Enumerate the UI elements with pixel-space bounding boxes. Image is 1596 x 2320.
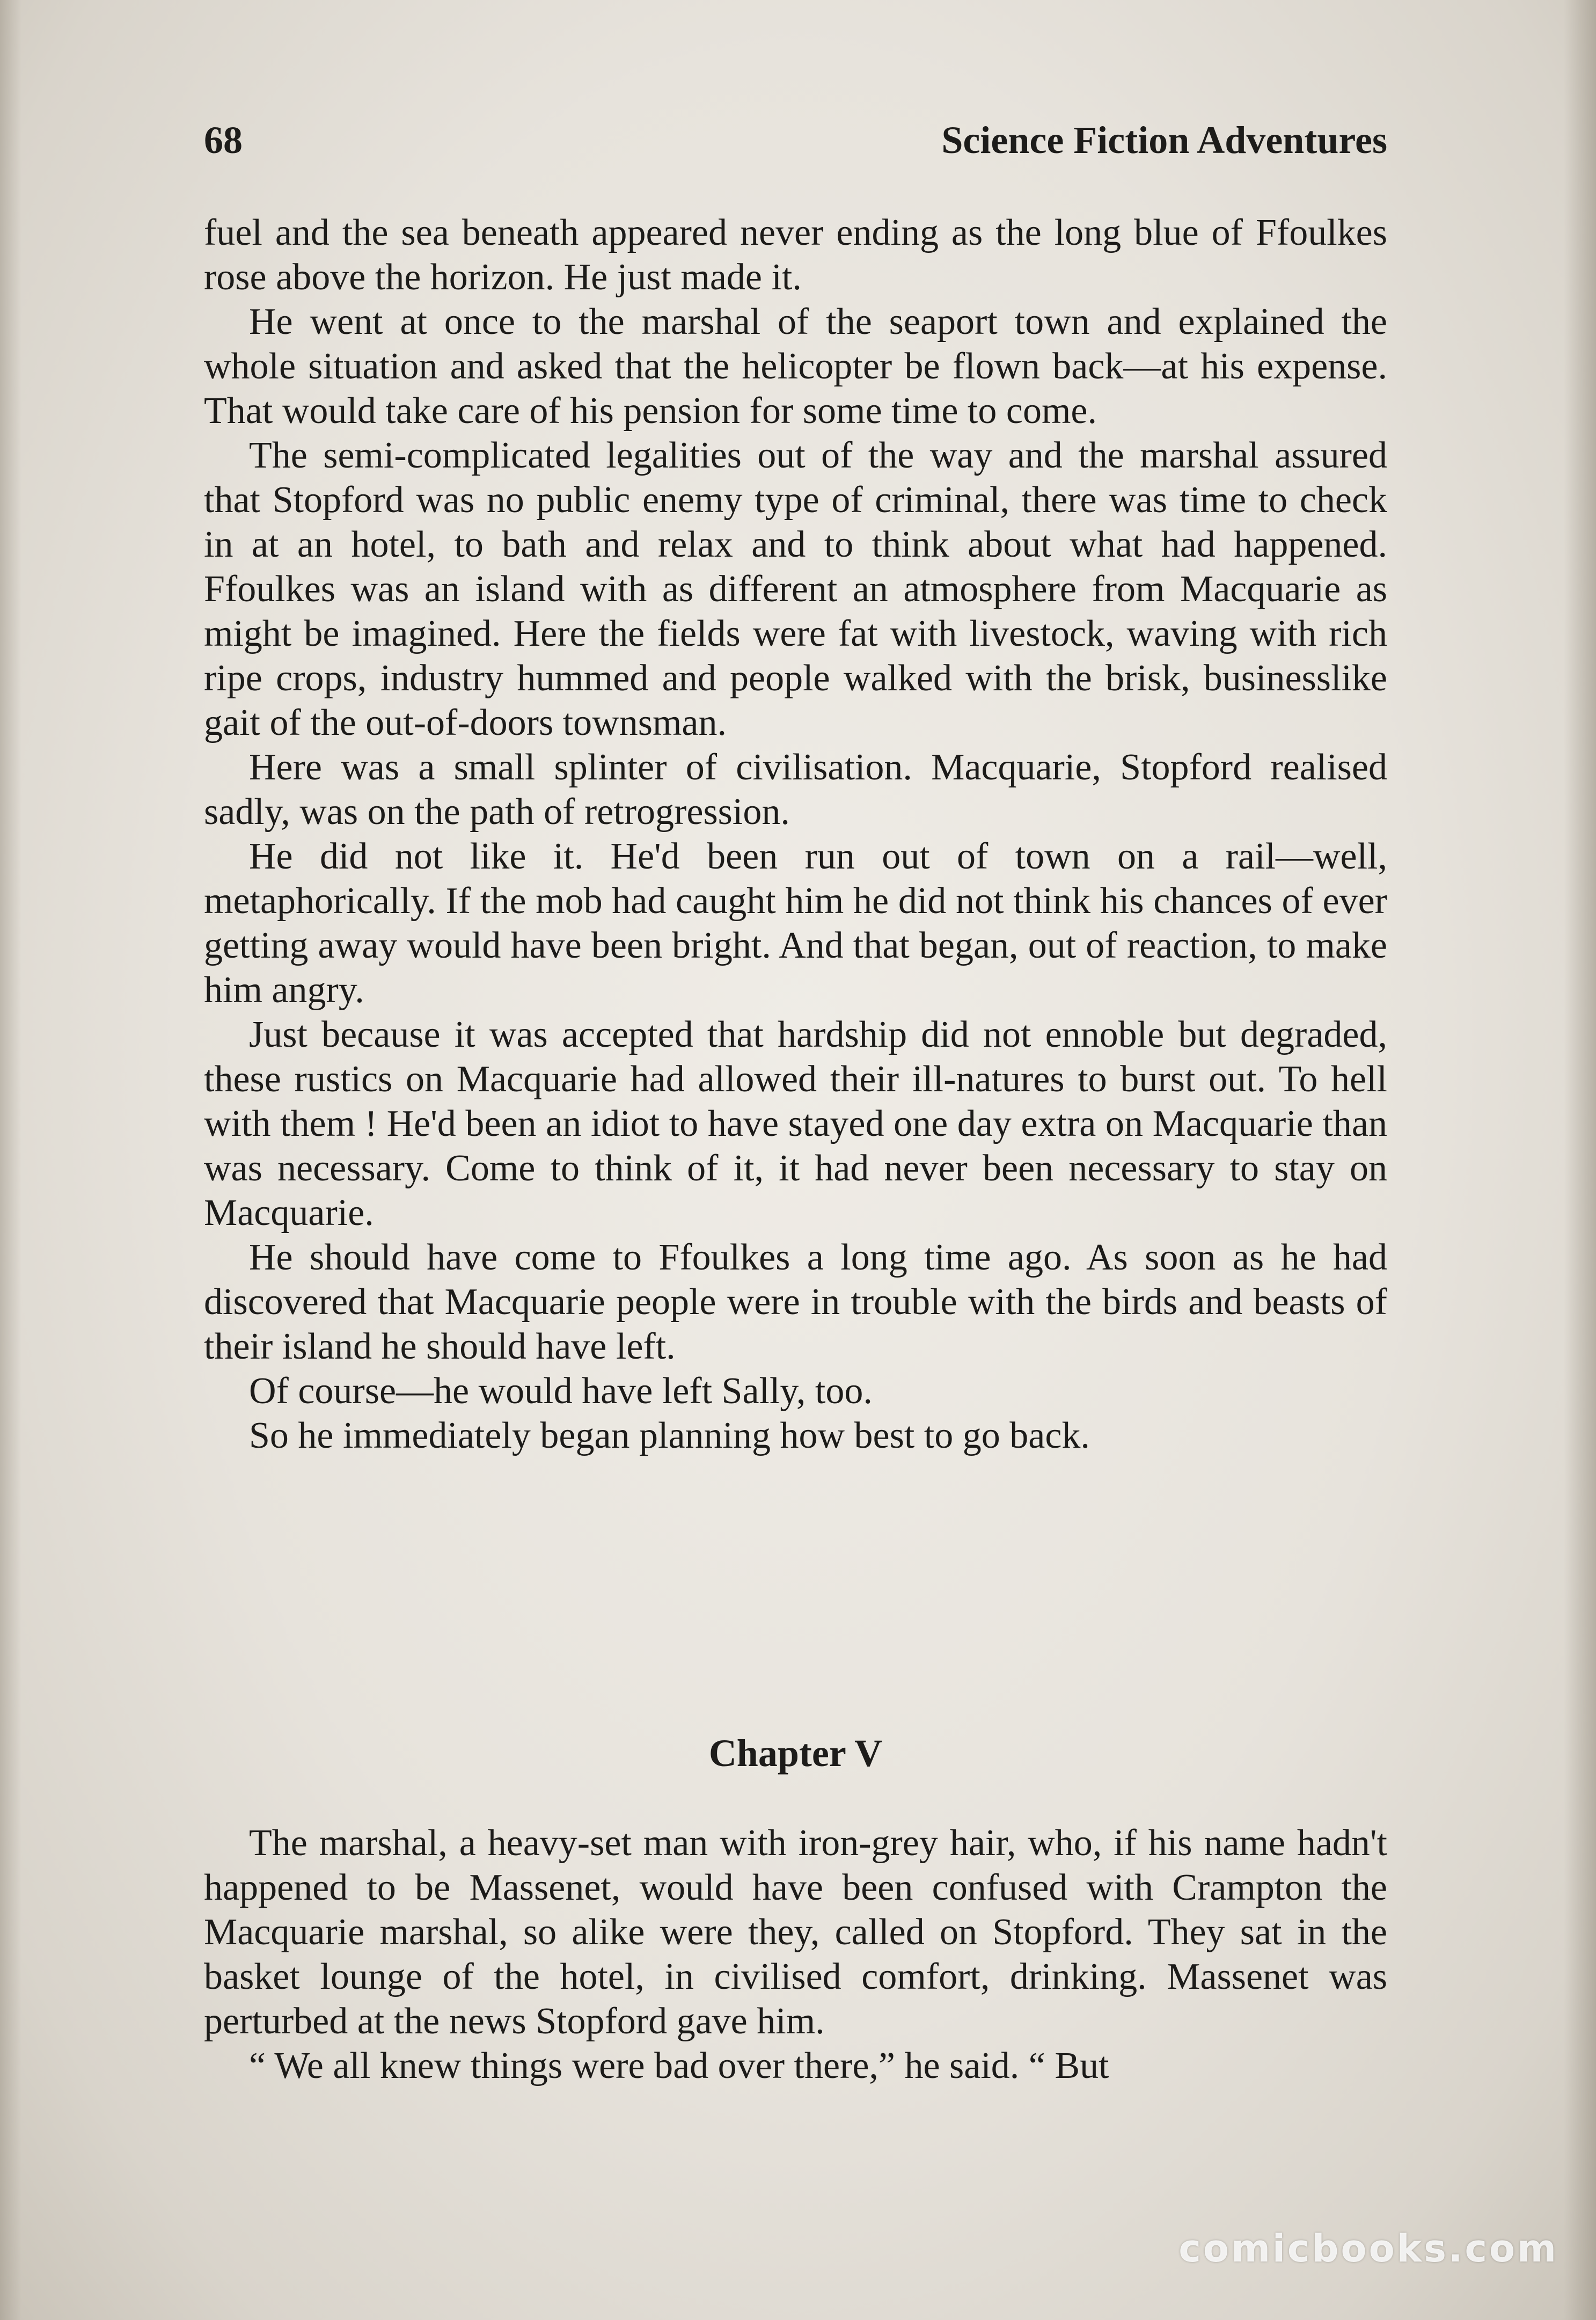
paragraph: fuel and the sea beneath appeared never ending as the long blue of Ffoulkes rose above the horizon. He just made it. [204,212,1387,298]
paragraph: “ We all knew things were bad over there,” he said. “ But [249,2045,1109,2086]
page-shadow-left [0,0,21,2320]
paragraph: He should have come to Ffoulkes a long time ago. As soon as he had discovered that Macquarie people were in trouble with the birds and beasts of their island he should have left. [204,1237,1387,1367]
page-header [204,118,1387,172]
paragraph: The semi-complicated legalities out of the way and the marshal assured that Stopford was no public enemy type of criminal, there was time to check in at an hotel, to bath and relax and to think about what had happened. Ffoulkes was an island with as different an atmosphere from Macquarie as might be imagined. Here the fields were fat with livestock, waving with rich ripe crops, industry hummed and people walked with the brisk, businesslike gait of the out-of-doors townsman. [204,435,1387,743]
running-head: Science Fiction Adventures [941,119,1387,162]
page-number: 68 [204,119,243,162]
paragraph: So he immediately began planning how best to go back. [249,1415,1090,1456]
paragraph: Here was a small splinter of civilisation. Macquarie, Stopford realised sadly, was on the path of retrogression. [204,747,1387,833]
watermark: comicbooks.com [1178,2227,1558,2271]
body-text [204,210,1387,1458]
chapter-heading: Chapter V [708,1732,883,1775]
paragraph: He did not like it. He'd been run out of town on a rail—well, metaphorically. If the mob had caught him he did not think his chances of ever getting away would have been bright. And that began, out of reaction, to make him angry. [204,836,1387,1011]
page-shadow-right [1564,0,1596,2320]
paragraph: The marshal, a heavy-set man with iron-grey hair, who, if his name hadn't happened to be Massenet, would have been confused with Crampton the Macquarie marshal, so alike were they, called on Stopford. They sat in the basket lounge of the hotel, in civilised comfort, drinking. Massenet was perturbed at the news Stopford gave him. [204,1822,1387,2042]
paragraph: He went at once to the marshal of the seaport town and explained the whole situation and asked that the helicopter be flown back—at his expense. That would take care of his pension for some time to come. [204,301,1387,432]
paragraph: Of course—he would have left Sally, too. [249,1370,873,1412]
paragraph: Just because it was accepted that hardship did not ennoble but degraded, these rustics on Macquarie had allowed their ill-natures to burst out. To hell with them ! He'd been an idiot to have stayed one day extra on Macquarie than was necessary. Come to think of it, it had never been necessary to stay on Macquarie. [204,1014,1387,1234]
chapter-body-text [204,1821,1387,2088]
